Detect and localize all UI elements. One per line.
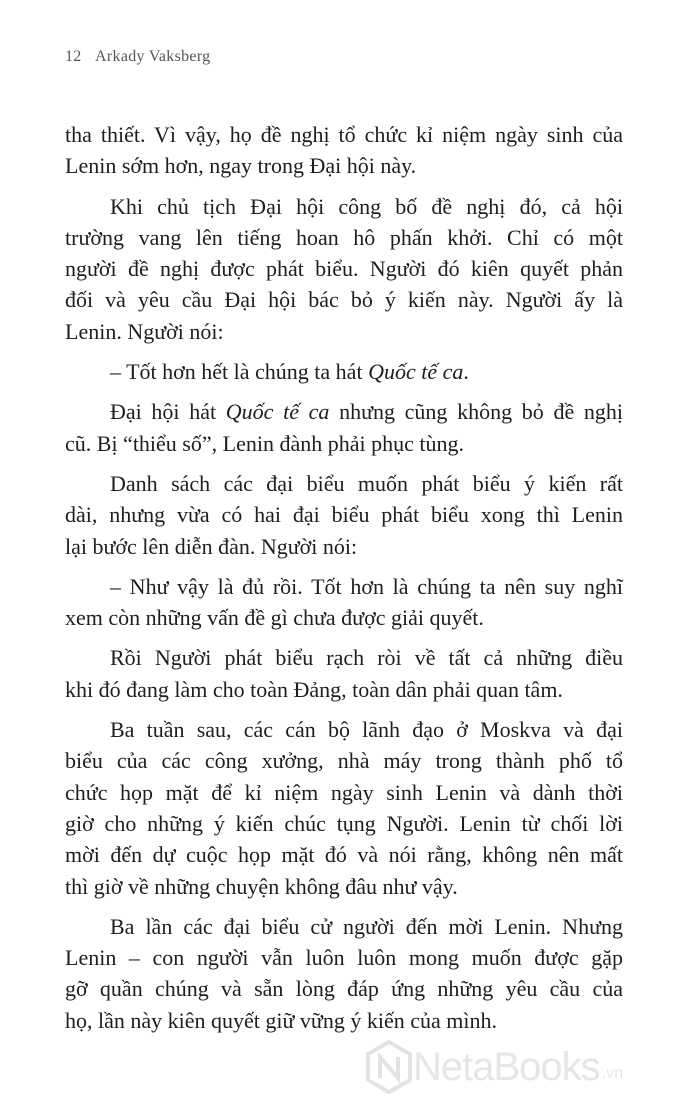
text-line: chức họp mặt để kỉ niệm ngày sinh Lenin và dành thời	[65, 779, 623, 805]
text-segment: Đại hội hát	[110, 399, 226, 425]
text-line	[65, 396, 623, 427]
text-line: thì giờ về những chuyện không đâu như vậy.	[65, 873, 458, 899]
watermark	[365, 1040, 623, 1094]
text-segment: nhưng cũng không bỏ đề nghị	[329, 399, 623, 425]
paragraph	[65, 356, 623, 387]
italic-title: Quốc tế ca	[368, 359, 464, 385]
text-line: Ba tuần sau, các cán bộ lãnh đạo ở Moskva và đại	[110, 717, 623, 743]
body-text	[65, 119, 623, 1045]
running-header	[65, 48, 210, 66]
italic-title: Quốc tế ca	[225, 399, 330, 425]
text-line: họ, lần này kiên quyết giữ vững ý kiến của mình.	[65, 1007, 497, 1033]
text-line: mời đến dự cuộc họp mặt đó và nói rằng, không nên mất	[65, 842, 623, 868]
text-line: tha thiết. Vì vậy, họ đề nghị tổ chức kỉ niệm ngày sinh của	[65, 122, 623, 147]
paragraph	[65, 714, 623, 902]
text-line: Lenin. Người nói:	[65, 318, 224, 344]
paragraph	[65, 571, 623, 634]
text-line: trường vang lên tiếng hoan hô phấn khởi. Chỉ có một	[65, 224, 623, 250]
text-line: người đề nghị được phát biểu. Người đó kiên quyết phản	[65, 256, 623, 282]
text-line: Lenin – con người vẫn luôn luôn mong muốn được gặp	[65, 945, 623, 971]
text-line: dài, nhưng vừa có hai đại biểu phát biểu xong thì Lenin	[65, 502, 623, 528]
watermark-brand: NetaBooks	[413, 1044, 600, 1089]
text-line: Ba lần các đại biểu cử người đến mời Lenin. Nhưng	[110, 913, 623, 939]
text-line: đối và yêu cầu Đại hội bác bỏ ý kiến này. Người ấy là	[65, 287, 623, 313]
paragraph	[65, 396, 623, 459]
text-line: Lenin sớm hơn, ngay trong Đại hội này.	[65, 153, 417, 179]
text-line: Khi chủ tịch Đại hội công bố đề nghị đó, cả hội	[110, 193, 623, 219]
text-line: Danh sách các đại biểu muốn phát biểu ý kiến rất	[110, 470, 623, 496]
text-line: giờ cho những ý kiến chúc tụng Người. Lenin từ chối lời	[65, 810, 623, 836]
text-line	[65, 356, 623, 387]
paragraph	[65, 191, 623, 347]
text-line: gỡ quần chúng và sẵn lòng đáp ứng những yêu cầu của	[65, 976, 623, 1002]
paragraph	[65, 468, 623, 562]
netabooks-logo-icon	[365, 1040, 413, 1094]
paragraph	[65, 119, 623, 182]
watermark-tld: .vn	[601, 1065, 624, 1082]
paragraph	[65, 642, 623, 705]
page-number: 12	[65, 48, 82, 65]
text-line: biểu của các công xưởng, nhà máy trong thành phố tổ	[65, 748, 623, 774]
text-line: khi đó đang làm cho toàn Đảng, toàn dân phải quan tâm.	[65, 676, 563, 702]
text-segment: .	[463, 359, 469, 385]
text-line: Rồi Người phát biểu rạch ròi về tất cả những điều	[110, 645, 623, 671]
paragraph	[65, 911, 623, 1036]
text-line: cũ. Bị “thiểu số”, Lenin đành phải phục tùng.	[65, 430, 464, 456]
text-segment: – Tốt hơn hết là chúng ta hát	[110, 359, 369, 385]
text-line: xem còn những vấn đề gì chưa được giải quyết.	[65, 605, 484, 631]
author-name: Arkady Vaksberg	[95, 48, 211, 65]
text-line: – Như vậy là đủ rồi. Tốt hơn là chúng ta nên suy nghĩ	[110, 573, 623, 599]
text-line: lại bước lên diễn đàn. Người nói:	[65, 533, 358, 559]
